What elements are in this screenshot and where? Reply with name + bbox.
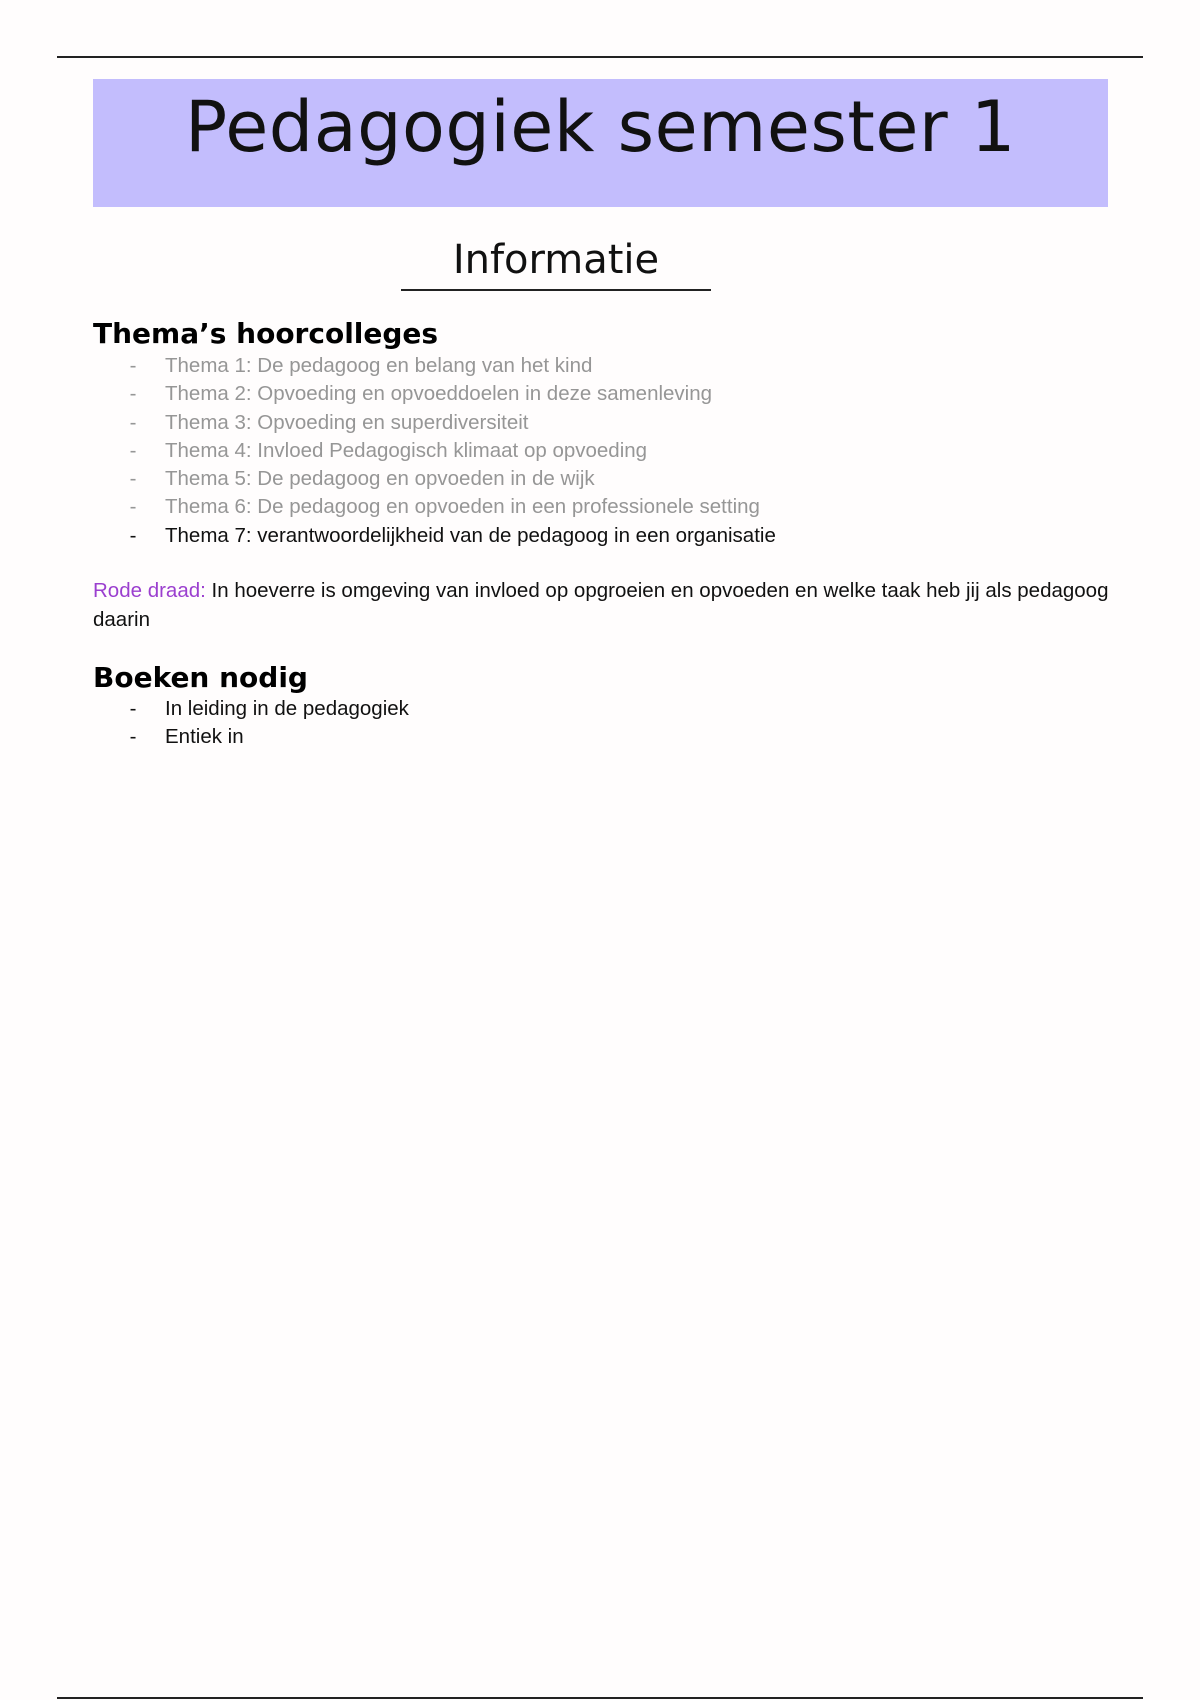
theme-item-label: Thema 5: De pedagoog en opvoeden in de wijk [165, 467, 595, 491]
bullet-dash: - [129, 410, 137, 434]
top-divider [57, 56, 1143, 58]
bullet-dash: - [129, 725, 137, 749]
theme-item-label: Thema 7: verantwoordelijkheid van de pedagoog in een organisatie [165, 523, 776, 547]
theme-item-4 [127, 437, 776, 465]
theme-item-label: Thema 2: Opvoeding en opvoeddoelen in deze samenleving [165, 382, 713, 406]
rode-draad-paragraph [93, 577, 1113, 634]
rode-draad-label: Rode draad: [93, 579, 206, 602]
bullet-dash: - [129, 697, 137, 720]
books-list [127, 695, 409, 752]
document-title: Pedagogiek semester 1 [185, 86, 1016, 168]
theme-item-3 [127, 409, 776, 437]
themes-heading: Thema’s hoorcolleges [93, 317, 439, 350]
subtitle-block [401, 232, 711, 291]
theme-item-6 [127, 493, 776, 521]
bullet-dash: - [129, 523, 137, 547]
bullet-dash: - [129, 438, 137, 462]
book-item-label: Entiek in [165, 725, 244, 749]
document-subtitle: Informatie [452, 237, 660, 283]
theme-item-label: Thema 4: Invloed Pedagogisch klimaat op opvoeding [165, 438, 648, 462]
book-item-label: In leiding in de pedagogiek [165, 697, 409, 720]
theme-item-label: Thema 3: Opvoeding en superdiversiteit [165, 410, 529, 434]
rode-draad-text: In hoeverre is omgeving van invloed op opgroeien en opvoeden en welke taak heb jij als pedagoog daarin [93, 579, 1109, 631]
books-heading: Boeken nodig [93, 661, 308, 694]
bullet-dash: - [129, 382, 137, 406]
theme-item-label: Thema 1: De pedagoog en belang van het kind [165, 354, 593, 377]
theme-item-label: Thema 6: De pedagoog en opvoeden in een professionele setting [165, 495, 760, 519]
theme-item-7 [127, 522, 776, 550]
bottom-divider [57, 1697, 1143, 1699]
themes-list [127, 352, 776, 550]
book-item-1 [127, 695, 409, 723]
title-banner [93, 79, 1108, 207]
theme-item-2 [127, 380, 776, 408]
bullet-dash: - [129, 354, 137, 377]
bullet-dash: - [129, 467, 137, 491]
book-item-2 [127, 723, 409, 751]
theme-item-1 [127, 352, 776, 380]
theme-item-5 [127, 465, 776, 493]
bullet-dash: - [129, 495, 137, 519]
